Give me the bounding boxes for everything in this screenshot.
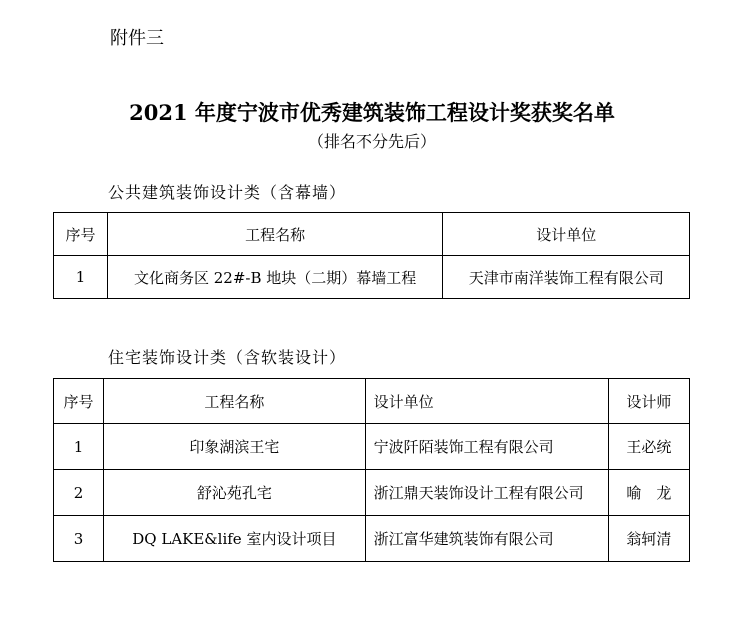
table-cell: 宁波阡陌装饰工程有限公司 — [365, 424, 608, 470]
table-cell: 1 — [54, 424, 104, 470]
table-cell: 2 — [54, 470, 104, 516]
table-cell: 印象湖滨王宅 — [104, 424, 366, 470]
table-cell: DQ LAKE&life 室内设计项目 — [104, 516, 366, 562]
table-cell: 浙江富华建筑装饰有限公司 — [365, 516, 608, 562]
header-cell: 设计单位 — [365, 379, 608, 424]
residential-table — [53, 378, 690, 562]
table-cell: 天津市南洋装饰工程有限公司 — [443, 256, 690, 299]
table-cell: 文化商务区 22#-B 地块（二期）幕墙工程 — [107, 256, 442, 299]
header-cell: 设计师 — [608, 379, 689, 424]
table-row — [54, 256, 690, 299]
section-heading-residential: 住宅装饰设计类（含软装设计） — [108, 348, 347, 367]
attachment-label: 附件三 — [110, 28, 164, 49]
table-row — [54, 516, 690, 562]
table-row — [54, 470, 690, 516]
table-cell: 3 — [54, 516, 104, 562]
header-cell: 工程名称 — [107, 213, 442, 256]
header-cell: 设计单位 — [443, 213, 690, 256]
table-cell: 1 — [54, 256, 108, 299]
page-title: 2021 年度宁波市优秀建筑装饰工程设计奖获奖名单 — [129, 100, 615, 125]
table-cell: 舒沁苑孔宅 — [104, 470, 366, 516]
public-table — [53, 212, 690, 299]
header-cell: 序号 — [54, 379, 104, 424]
page-subtitle: （排名不分先后） — [307, 132, 436, 151]
table-cell: 喻 龙 — [608, 470, 689, 516]
table-header-row — [54, 379, 690, 424]
table-cell: 王必统 — [608, 424, 689, 470]
table-header-row — [54, 213, 690, 256]
section-heading-public: 公共建筑装饰设计类（含幕墙） — [108, 183, 347, 202]
header-cell: 序号 — [54, 213, 108, 256]
table-cell: 浙江鼎天装饰设计工程有限公司 — [365, 470, 608, 516]
table-cell: 翁轲清 — [608, 516, 689, 562]
header-cell: 工程名称 — [104, 379, 366, 424]
table-row — [54, 424, 690, 470]
